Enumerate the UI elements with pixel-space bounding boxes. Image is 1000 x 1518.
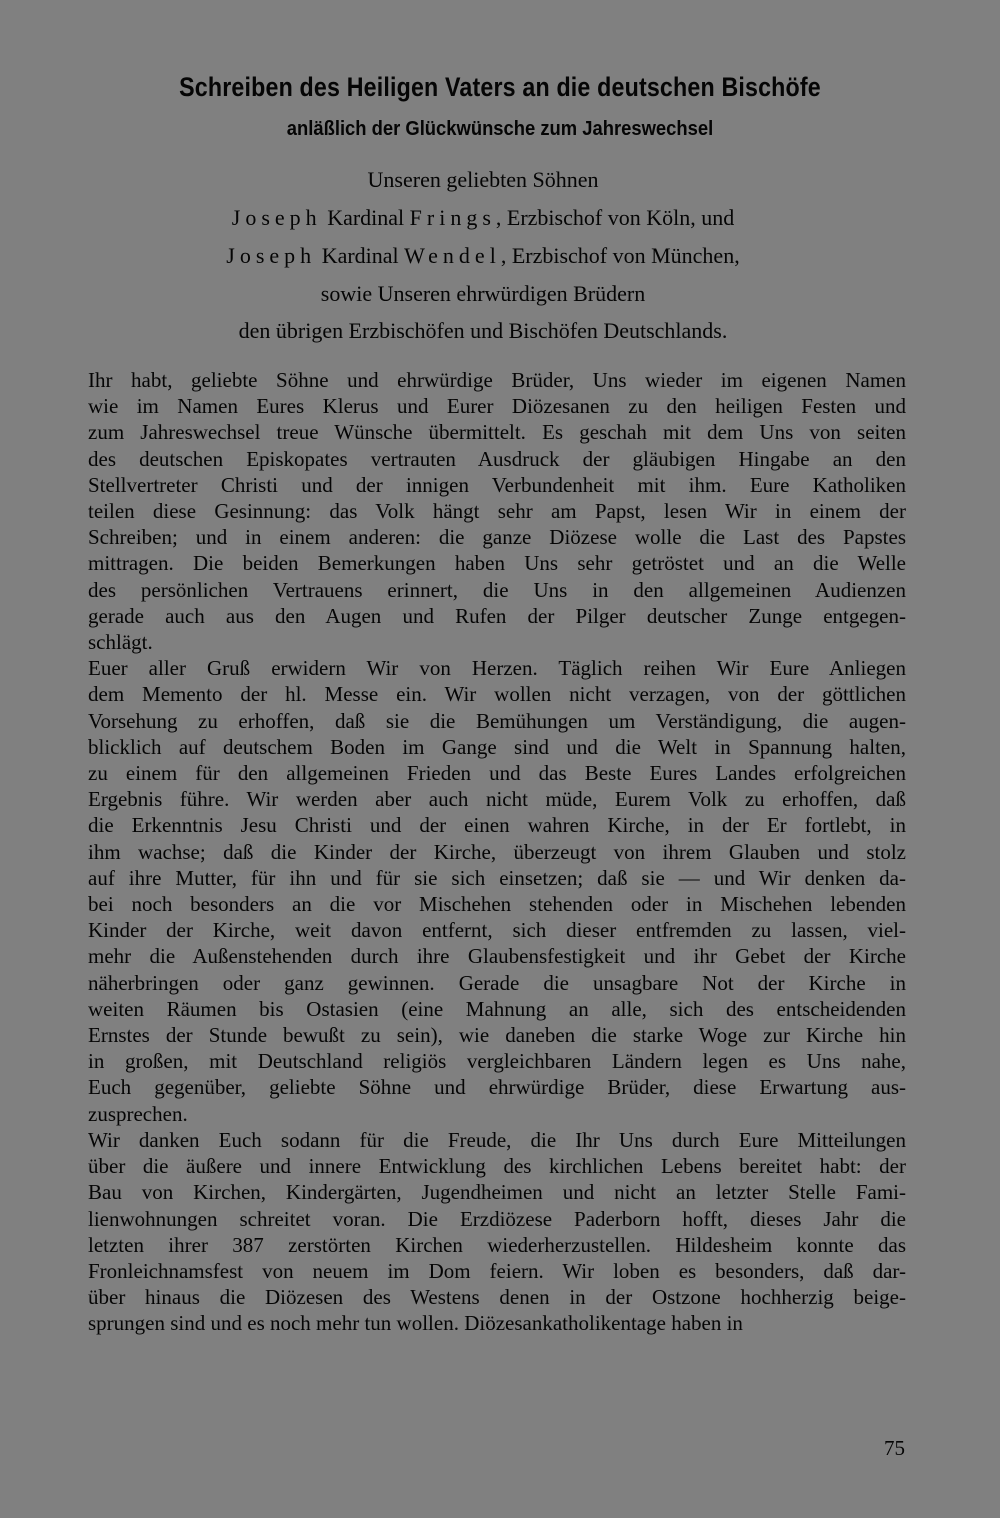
text-line: mehr die Außenstehenden durch ihre Glaubensfestigkeit und ihr Gebet der Kirche — [88, 944, 906, 969]
text-line: lienwohnungen schreitet voran. Die Erzdiözese Paderborn hofft, dieses Jahr die — [88, 1206, 906, 1231]
text-line: über hinaus die Diözesen des Westens denen in der Ostzone hochherzig beige- — [88, 1285, 906, 1310]
text-line: mittragen. Die beiden Bemerkungen haben Uns sehr getröstet und an die Welle — [88, 551, 906, 576]
addressee-first-name: Joseph — [226, 243, 317, 268]
page-number: 75 — [884, 1436, 905, 1460]
addressee-last-name: Wendel — [404, 243, 501, 268]
body-paragraph — [88, 655, 906, 1127]
text-line: Euch gegenüber, geliebte Söhne und ehrwürdige Brüder, diese Erwartung aus- — [88, 1075, 906, 1100]
text-line: ihm wachse; daß die Kinder der Kirche, überzeugt von ihrem Glauben und stolz — [88, 839, 906, 864]
text-line: Stellvertreter Christi und der innigen Verbundenheit mit ihm. Eure Katholiken — [88, 472, 906, 497]
text-line: Vorsehung zu erhoffen, daß sie die Bemühungen um Verständigung, die augen- — [88, 708, 906, 733]
text-line: Ihr habt, geliebte Söhne und ehrwürdige Brüder, Uns wieder im eigenen Namen — [88, 368, 906, 392]
text-line: wie im Namen Eures Klerus und Eurer Diözesanen zu den heiligen Festen und — [88, 394, 906, 419]
text-line: näherbringen oder ganz gewinnen. Gerade die unsagbare Not der Kirche in — [88, 970, 906, 995]
text-line: dem Memento der hl. Messe ein. Wir wollen nicht verzagen, von der göttlichen — [88, 682, 906, 707]
text-line: letzten ihrer 387 zerstörten Kirchen wiederherzustellen. Hildesheim konnte das — [88, 1232, 906, 1257]
page-subtitle: anläßlich der Glückwünsche zum Jahreswechsel — [286, 118, 714, 140]
addressee-office: , Erzbischof von Köln, und — [495, 205, 735, 230]
body-paragraph — [88, 367, 906, 655]
addressee-title: Kardinal — [321, 243, 399, 268]
addressee-first-name: Joseph — [231, 205, 322, 230]
addressee-title: Kardinal — [327, 205, 405, 230]
text-line: zu einem für den allgemeinen Frieden und das Beste Eures Landes erfolgreichen — [88, 761, 906, 786]
text-line: teilen diese Gesinnung: das Volk hängt sehr am Papst, lesen Wir in einem der — [88, 499, 906, 524]
page-title: Schreiben des Heiligen Vaters an die deutschen Bischöfe — [179, 72, 821, 102]
text-line: die Erkenntnis Jesu Christi und der einen wahren Kirche, in der Er fortlebt, in — [88, 813, 906, 838]
text-line: Kinder der Kirche, weit davon entfernt, sich dieser entfremden zu lassen, viel- — [88, 918, 906, 943]
letter-body — [88, 367, 906, 1337]
text-line: bei noch besonders an die vor Mischehen stehenden oder in Mischehen lebenden — [88, 892, 906, 917]
text-line: Ergebnis führe. Wir werden aber auch nicht müde, Eurem Volk zu erhoffen, daß — [88, 787, 906, 812]
text-line: in großen, mit Deutschland religiös vergleichbaren Ländern legen es Uns nahe, — [88, 1049, 906, 1074]
text-line: Ernstes der Stunde bewußt zu sein), wie daneben die starke Woge zur Kirche hin — [88, 1023, 906, 1048]
addressee-last-name: Frings — [409, 205, 496, 230]
text-line: des deutschen Episkopates vertrauten Ausdruck der gläubigen Hingabe an den — [88, 446, 906, 471]
text-line: sprungen sind und es noch mehr tun wollen. Diözesankatholikentage haben in — [88, 1311, 743, 1336]
salutation-line: Unseren geliebten Söhnen — [367, 167, 599, 192]
text-line: gerade auch aus den Augen und Rufen der Pilger deutscher Zunge entgegen- — [88, 603, 906, 628]
text-line: über die äußere und innere Entwicklung des kirchlichen Lebens bereitet habt: der — [88, 1154, 906, 1179]
text-line: blicklich auf deutschem Boden im Gange sind und die Welt in Spannung halten, — [88, 734, 906, 759]
salutation-line — [0, 205, 966, 231]
text-line: Schreiben; und in einem anderen: die ganze Diözese wolle die Last des Papstes — [88, 525, 906, 550]
salutation-line — [0, 243, 966, 269]
text-line: weiten Räumen bis Ostasien (eine Mahnung an alle, sich des entscheidenden — [88, 996, 906, 1021]
salutation-line: den übrigen Erzbischöfen und Bischöfen Deutschlands. — [238, 318, 728, 343]
text-line: Bau von Kirchen, Kindergärten, Jugendheimen und nicht an letzter Stelle Fami- — [88, 1180, 906, 1205]
text-line: Wir danken Euch sodann für die Freude, die Ihr Uns durch Eure Mitteilungen — [88, 1127, 906, 1152]
text-line: Euer aller Gruß erwidern Wir von Herzen. Täglich reihen Wir Eure Anliegen — [88, 656, 906, 681]
addressee-office: , Erzbischof von München, — [500, 243, 740, 268]
salutation-line: sowie Unseren ehrwürdigen Brüdern — [320, 281, 646, 306]
text-line: schlägt. — [88, 630, 153, 655]
text-line: Fronleichnamsfest von neuem im Dom feiern. Wir loben es besonders, daß dar- — [88, 1258, 906, 1283]
text-line: des persönlichen Vertrauens erinnert, die Uns in den allgemeinen Audienzen — [88, 577, 906, 602]
text-line: zum Jahreswechsel treue Wünsche übermittelt. Es geschah mit dem Uns von seiten — [88, 420, 906, 445]
text-line: auf ihre Mutter, für ihn und für sie sich einsetzen; daß sie — und Wir denken da- — [88, 865, 906, 890]
body-paragraph — [88, 1127, 906, 1337]
text-line: zusprechen. — [88, 1101, 188, 1126]
